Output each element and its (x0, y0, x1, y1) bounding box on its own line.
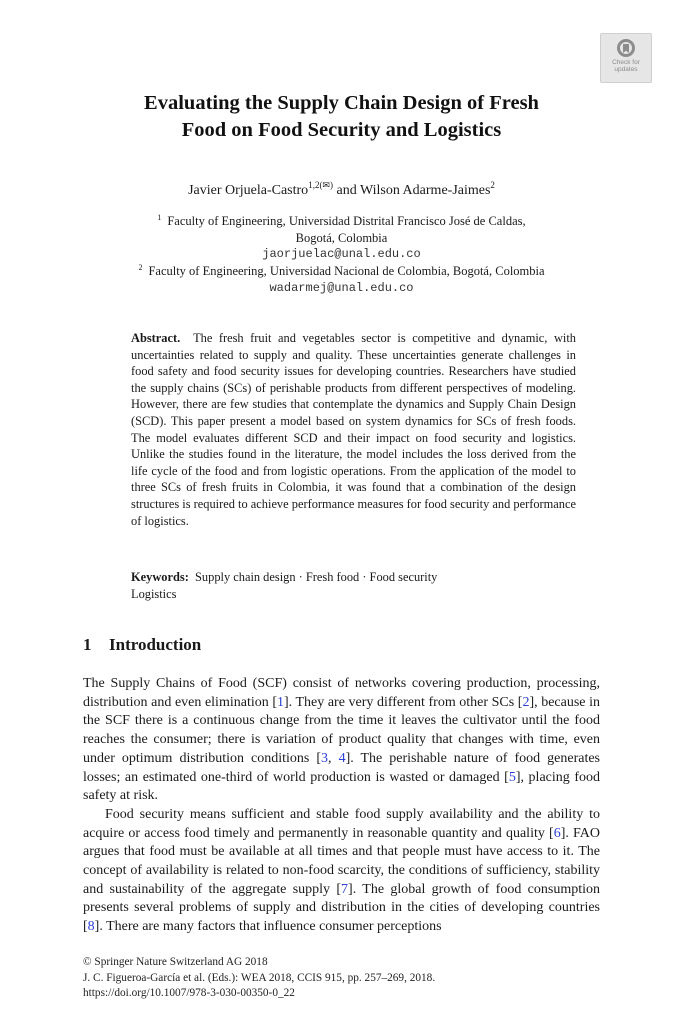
section-title: Introduction (109, 635, 202, 654)
affiliation-1: $^1$ Faculty of Engineering, Universidad Distrital Francisco José de Caldas, Bogotá, Colombia jaorjuelac@unal.edu.co (80, 210, 603, 263)
footer (83, 955, 435, 1002)
body-text (83, 675, 600, 937)
affiliation-2: $^2$ Faculty of Engineering, Universidad Nacional de Colombia, Bogotá, Colombia wadarmej@unal.edu.co (80, 260, 603, 296)
doi-link[interactable]: https://doi.org/10.1007/978-3-030-00350-0_22 (83, 987, 295, 999)
paragraph-2: Food security means sufficient and stable food supply availability and the ability to acquire or access food timely and permanently in reasonable quantity and quality [6]. FAO argues that food must be available at all times and that people must have access to it. The concept of availability is related to non-food scarcity, the conditions of sufficiency, stability and sustainability of the aggregate supply [7]. The global growth of food consumption presents several problems of supply and distribution in the cities of developing countries [8]. There are many factors that influence consumer perceptions (83, 806, 600, 935)
author-affiliation-marker[interactable]: 1,2(✉) (308, 180, 333, 190)
author-name: Javier Orjuela-Castro (188, 183, 309, 198)
abstract (131, 330, 576, 529)
keyword: Logistics (131, 586, 177, 601)
abstract-label: Abstract. (131, 331, 181, 345)
paragraph-1: The Supply Chains of Food (SCF) consist of networks covering production, processing, distribution and even elimination [1]. They are very different from other SCs [2], because in the SCF there is a continuous change from the time it leaves the cultivator until the food reaches the consumer; there is variation of product quality that changes with time, even under optimum distribution conditions [3, 4]. The perishable nature of food generates losses; an estimated one-third of world production is wasted or damaged [5], placing food safety at risk. (83, 676, 600, 804)
author-name: Wilson Adarme-Jaimes (359, 183, 491, 198)
email-link[interactable]: jaorjuelac@unal.edu.co (262, 247, 421, 261)
citation-link[interactable]: 4 (338, 750, 346, 766)
paper-title: Evaluating the Supply Chain Design of Fresh Food on Food Security and Logistics (144, 92, 539, 141)
keyword: Supply chain design (195, 570, 296, 584)
email-link[interactable]: wadarmej@unal.edu.co (269, 280, 414, 295)
check-for-updates-label: Check for updates (612, 59, 640, 73)
section-number: 1 (83, 635, 92, 654)
section-heading (83, 634, 201, 656)
author-list: Javier Orjuela-Castro$^{1,2(✉)}$ and Wilson Adarme-Jaimes$^2$ (188, 180, 495, 198)
abstract-text: The fresh fruit and vegetables sector is competitive and dynamic, with uncertainties related to supply and quality. These uncertainties generate challenges in food safety and food security issues for developing countries. Researchers have studied the supply chains (SCs) of perishable products from different perspectives of modeling. However, there are few studies that contemplate the dynamics and Supply Chain Design (SCD). This paper present a model based on system dynamics for SCs of fresh foods. The model evaluates different SCD and their impact on food security and logistics. Unlike the studies found in the literature, the model includes the loss derived from the life cycle of the food and from logistic operations. From the application of the model to three SCs of fresh fruits in Colombia, it was found that a combination of the design structures is required to achieve performance measures for food security and performance of logistics. (131, 331, 576, 528)
citation-link[interactable]: 1 (276, 694, 284, 710)
citation-link[interactable]: 7 (341, 881, 349, 897)
citation-link[interactable]: 6 (553, 825, 561, 841)
citation-info: J. C. Figueroa-García et al. (Eds.): WEA 2018, CCIS 915, pp. 257–269, 2018. (83, 971, 436, 984)
keyword: Fresh food (305, 570, 360, 584)
citation-link[interactable]: 8 (87, 919, 95, 935)
citation-link[interactable]: 5 (508, 769, 516, 785)
keyword: Food security (369, 570, 438, 584)
copyright: © Springer Nature Switzerland AG 2018 (83, 956, 268, 968)
author-affiliation-marker: 2 (490, 180, 495, 190)
keywords: Keywords: Supply chain design · Fresh food · Food security Logistics (131, 570, 438, 601)
citation-link[interactable]: 2 (522, 694, 530, 710)
check-for-updates-icon (617, 39, 635, 57)
keywords-label: Keywords: (131, 570, 189, 584)
check-for-updates-button[interactable] (600, 33, 652, 83)
citation-link[interactable]: 3 (321, 750, 329, 766)
